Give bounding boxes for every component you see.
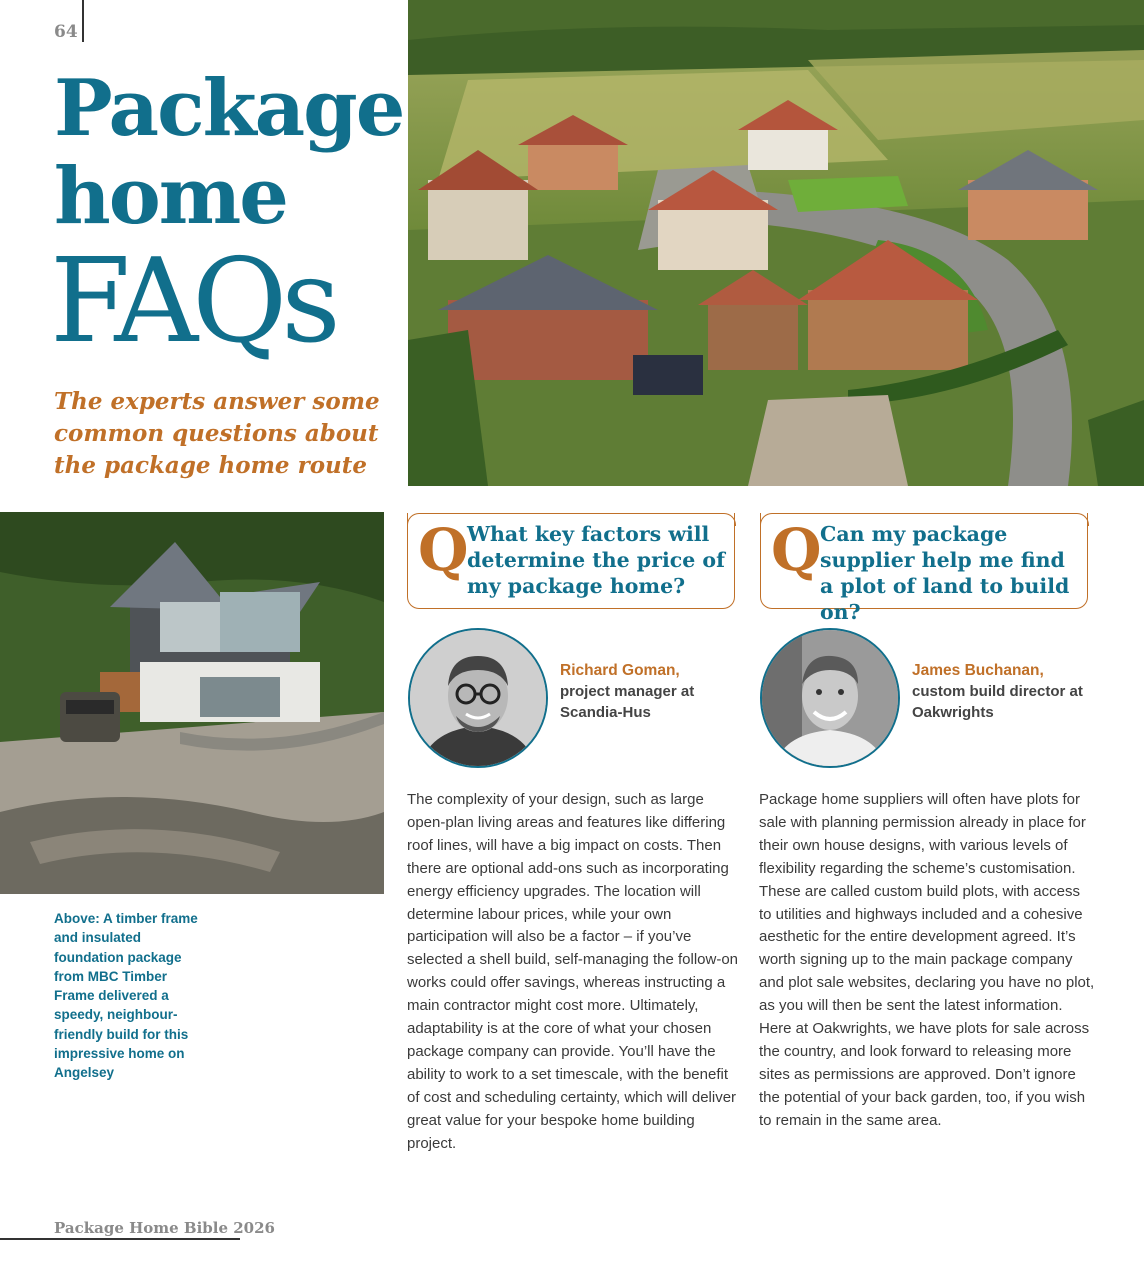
page-title-line-1: Package xyxy=(54,63,404,154)
expert-credit-1 xyxy=(560,660,740,723)
page-number-divider xyxy=(82,0,84,42)
page-title-line-3: FAQs xyxy=(50,234,335,369)
question-text: Can my package supplier help me find a plot of land to build on? xyxy=(820,522,1070,624)
expert-role: custom build director at Oakwrights xyxy=(912,683,1083,721)
expert-name: Richard Goman, xyxy=(560,662,680,679)
question-text: What key factors will determine the price of my package home? xyxy=(467,522,725,598)
expert-portrait-1 xyxy=(408,628,548,768)
photo-caption: Above: A timber frame and insulated foundation package from MBC Timber Frame delivered a speedy, neighbour-friendly build for this impressive home on Angelsey xyxy=(54,911,198,1081)
page-number: 64 xyxy=(54,22,78,42)
expert-portrait-2 xyxy=(760,628,900,768)
page-title-line-2: home xyxy=(54,151,287,242)
answer-text-2: Package home suppliers will often have plots for sale with planning permission already in place for their own house designs, with various levels of flexibility regarding the scheme’s customisation. These are called custom build plots, with access to utilities and highways included and a cohesive aesthetic for the entire development agreed. It’s worth signing up to the main package company and plot sale websites, declaring you have no plot, as you will then be sent the latest information. Here at Oakwrights, we have plots for sale across the country, and look forward to releasing more sites as permissions are approved. Don’t ignore the potential of your back garden, too, if you wish to remain in the same area. xyxy=(759,791,1095,1129)
question-box-1 xyxy=(407,513,735,609)
question-marker: Q xyxy=(418,516,469,584)
expert-credit-2 xyxy=(912,660,1112,723)
question-box-2 xyxy=(760,513,1088,624)
photo-angelsey-home xyxy=(0,512,384,894)
hero-photo-aerial-development xyxy=(408,0,1144,486)
footer-rule xyxy=(0,1238,240,1240)
question-marker: Q xyxy=(771,516,822,584)
expert-name: James Buchanan, xyxy=(912,662,1044,679)
answer-text-1: The complexity of your design, such as large open-plan living areas and features like differing roof lines, will have a big impact on costs. Then there are optional add-ons such as incorporating energy efficiency upgrades. The location will determine labour prices, while your own participation will also be a factor – if you’ve selected a shell build, self-managing the follow-on works could offer savings, whereas instructing a main contractor might cost more. Ultimately, adaptability is at the core of what your chosen package company can provide. You’ll have the ability to work to a set timescale, with the benefit of cost and scheduling certainty, which will deliver great value for your bespoke home building project. xyxy=(407,791,739,1152)
publication-footer: Package Home Bible 2026 xyxy=(54,1219,275,1237)
standfirst: The experts answer some common questions about the package home route xyxy=(54,388,380,479)
expert-role: project manager at Scandia-Hus xyxy=(560,683,695,721)
